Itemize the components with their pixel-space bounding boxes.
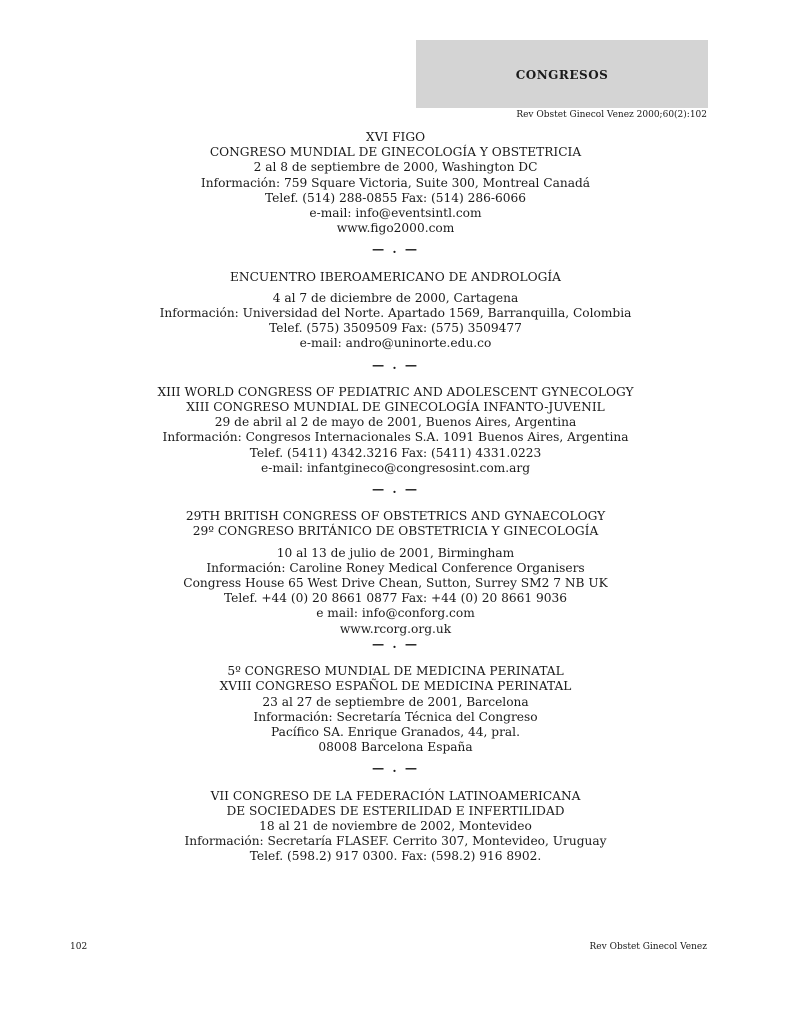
event-line: Información: Caroline Roney Medical Conference Organisers [206,560,585,575]
separator: — . — [371,242,420,257]
event-line: Telef. (5411) 4342.3216 Fax: (5411) 4331.0223 [249,445,542,460]
event-british-congress [60,509,731,637]
event-line: XIII WORLD CONGRESS OF PEDIATRIC AND ADOLESCENT GYNECOLOGY [157,384,634,399]
event-line: Información: Secretaría Técnica del Congreso [253,709,538,724]
event-line: Información: Congresos Internacionales S.A. 1091 Buenos Aires, Argentina [162,430,629,445]
separator: — . — [371,482,420,497]
event-medicina-perinatal [60,664,731,755]
separator: — . — [371,357,420,372]
footer-journal: Rev Obstet Ginecol Venez [589,942,707,952]
event-line: Información: Universidad del Norte. Apartado 1569, Barranquilla, Colombia [159,306,632,321]
separator: — . — [371,636,420,651]
event-line: Información: Secretaría FLASEF. Cerrito 307, Montevideo, Uruguay [184,834,607,849]
event-line: Telef. (514) 288-0855 Fax: (514) 286-6066 [264,190,527,205]
event-line: 2 al 8 de septiembre de 2000, Washington DC [253,160,538,175]
event-figo [60,130,731,236]
event-line: Congress House 65 West Drive Chean, Sutton, Surrey SM2 7 NB UK [183,576,608,591]
event-line: 29 de abril al 2 de mayo de 2001, Buenos Aires, Argentina [214,415,577,430]
event-line: Información: 759 Square Victoria, Suite 300, Montreal Canadá [200,175,591,190]
event-andrologia [60,270,731,352]
event-line: Telef. (598.2) 917 0300. Fax: (598.2) 916 8902. [249,849,542,864]
event-line: XIII CONGRESO MUNDIAL DE GINECOLOGÍA INFANTO-JUVENIL [186,400,605,415]
event-line: 5º CONGRESO MUNDIAL DE MEDICINA PERINATAL [227,664,564,679]
event-line: DE SOCIEDADES DE ESTERILIDAD E INFERTILIDAD [226,803,565,818]
event-line: 18 al 21 de noviembre de 2002, Montevideo [259,818,532,833]
event-line: 29º CONGRESO BRITÁNICO DE OBSTETRICIA Y GINECOLOGÍA [192,524,599,539]
page-number: 102 [70,942,88,952]
event-line: Telef. (575) 3509509 Fax: (575) 3509477 [269,321,522,336]
event-line: 29TH BRITISH CONGRESS OF OBSTETRICS AND GYNAECOLOGY [185,509,606,524]
event-line: www.rcorg.org.uk [339,621,452,636]
event-line: e mail: info@conforg.com [316,606,475,621]
event-line: e-mail: infantgineco@congresosint.com.arg [260,460,531,475]
event-line: CONGRESO MUNDIAL DE GINECOLOGÍA Y OBSTETRICIA [209,145,582,160]
journal-citation: Rev Obstet Ginecol Venez 2000;60(2):102 [516,110,707,120]
event-line: e-mail: info@eventsintl.com [309,206,482,221]
event-line: 4 al 7 de diciembre de 2000, Cartagena [272,290,519,305]
event-line: 10 al 13 de julio de 2001, Birmingham [276,545,515,560]
section-title: CONGRESOS [515,68,609,82]
event-line: 23 al 27 de septiembre de 2001, Barcelona [262,694,529,709]
event-line: e-mail: andro@uninorte.edu.co [299,336,492,351]
congress-list [60,130,731,865]
event-line: Telef. +44 (0) 20 8661 0877 Fax: +44 (0) 20 8661 9036 [224,591,567,606]
event-line: XVIII CONGRESO ESPAÑOL DE MEDICINA PERINATAL [219,679,572,694]
event-pediatric-gynecology [60,385,731,476]
event-line: 08008 Barcelona España [318,740,473,755]
separator: — . — [371,761,420,776]
section-header-box [416,40,708,108]
event-line: Pacífico SA. Enrique Granados, 44, pral. [271,724,520,739]
event-line: ENCUENTRO IBEROAMERICANO DE ANDROLOGÍA [230,269,561,284]
event-line: XVI FIGO [365,130,426,144]
event-flasef [60,789,731,865]
event-line: VII CONGRESO DE LA FEDERACIÓN LATINOAMERICANA [210,788,581,803]
event-line: www.figo2000.com [336,221,455,236]
